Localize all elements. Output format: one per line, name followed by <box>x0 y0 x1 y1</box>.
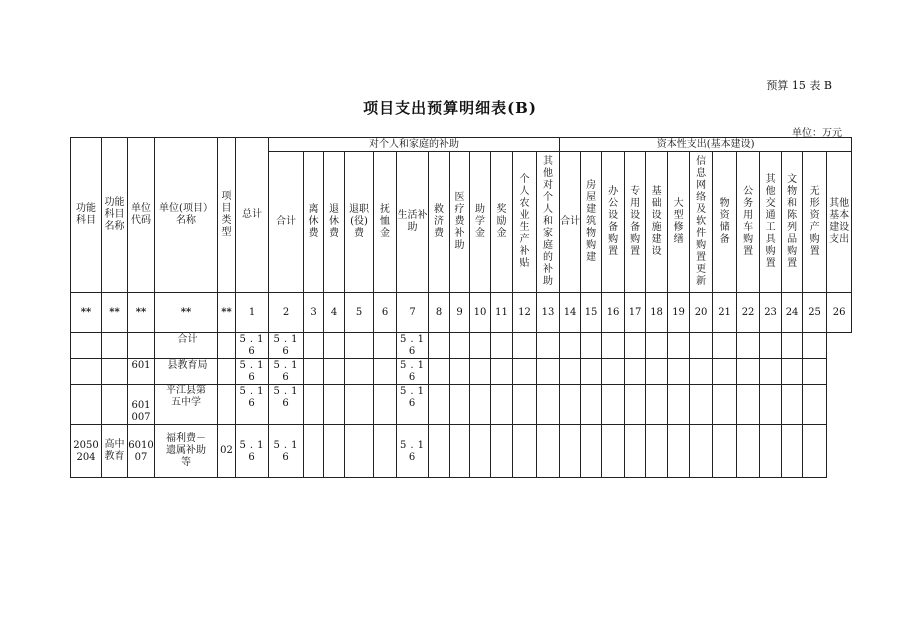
index-number: 5 <box>345 293 374 333</box>
col-personal-total: 合计 <box>269 152 304 293</box>
proj-type-cell <box>218 385 236 425</box>
group-personal: 对个人和家庭的补助 <box>269 138 560 152</box>
index-number: 3 <box>304 293 324 333</box>
living-subsidy-cell: 5.16 <box>397 359 429 385</box>
index-number: 15 <box>581 293 602 333</box>
personal-total-cell: 5.16 <box>269 359 304 385</box>
col-it-network: 信息网络及软件购置更新 <box>690 152 713 293</box>
col-resignation: 退职(役)费 <box>345 152 374 293</box>
living-subsidy-cell: 5.16 <box>397 333 429 359</box>
index-number: 14 <box>560 293 581 333</box>
col-retirement: 退休费 <box>324 152 345 293</box>
index-number: 16 <box>602 293 625 333</box>
col-infrastructure: 基础设施建设 <box>646 152 668 293</box>
col-unit-name: 单位(项目）名称 <box>155 138 218 293</box>
col-scholarship: 助学金 <box>470 152 491 293</box>
col-living-subsidy: 生活补助 <box>397 152 429 293</box>
func-code-cell <box>71 385 102 425</box>
index-star: ** <box>128 293 155 333</box>
func-name-cell: 高中教育 <box>102 425 128 478</box>
index-number: 6 <box>374 293 397 333</box>
index-number: 2 <box>269 293 304 333</box>
col-material-reserve: 物资储备 <box>713 152 737 293</box>
col-other-personal: 其他对个人和家庭的补助 <box>537 152 560 293</box>
group-capital: 资本性支出(基本建设) <box>560 138 852 152</box>
unit-name-cell: 平江县第五中学 <box>155 385 218 425</box>
col-intangible: 无形资产购置 <box>803 152 827 293</box>
col-unit-code: 单位代码 <box>128 138 155 293</box>
index-number: 23 <box>760 293 782 333</box>
index-star: ** <box>218 293 236 333</box>
total-cell: 5.16 <box>236 425 269 478</box>
col-major-repair: 大型修缮 <box>668 152 690 293</box>
index-number: 21 <box>713 293 737 333</box>
func-name-cell <box>102 333 128 359</box>
page-title: 项目支出预算明细表(B) <box>363 99 537 117</box>
form-number: 预算 15 表 B <box>766 79 832 92</box>
table-row <box>71 359 852 385</box>
index-number: 10 <box>470 293 491 333</box>
col-office-equipment: 办公设备购置 <box>602 152 625 293</box>
unit-label: 单位：万元 <box>792 128 842 139</box>
col-capital-total: 合计 <box>560 152 581 293</box>
col-total: 总计 <box>236 138 269 293</box>
col-func-name: 功能科目名称 <box>102 138 128 293</box>
col-relief: 救济费 <box>429 152 450 293</box>
index-number: 4 <box>324 293 345 333</box>
col-proj-type: 项目类型 <box>218 138 236 293</box>
index-number: 26 <box>827 293 852 333</box>
func-code-cell <box>71 359 102 385</box>
personal-total-cell: 5.16 <box>269 385 304 425</box>
index-number: 19 <box>668 293 690 333</box>
index-number: 24 <box>782 293 803 333</box>
personal-total-cell: 5.16 <box>269 425 304 478</box>
col-cultural-relics: 文物和陈列品购置 <box>782 152 803 293</box>
table-row <box>71 425 852 478</box>
index-number: 25 <box>803 293 827 333</box>
col-agri-subsidy: 个人农业生产补贴 <box>513 152 537 293</box>
total-cell: 5.16 <box>236 359 269 385</box>
index-star: ** <box>102 293 128 333</box>
col-other-vehicle: 其他交通工具购置 <box>760 152 782 293</box>
col-official-car: 公务用车购置 <box>737 152 760 293</box>
index-number: 12 <box>513 293 537 333</box>
total-cell: 5.16 <box>236 385 269 425</box>
total-cell: 5.16 <box>236 333 269 359</box>
unit-name-cell: 县教育局 <box>155 359 218 385</box>
living-subsidy-cell: 5.16 <box>397 385 429 425</box>
index-number: 18 <box>646 293 668 333</box>
table-row <box>71 333 852 359</box>
func-name-cell <box>102 359 128 385</box>
unit-name-cell: 福利费－遗属补助等 <box>155 425 218 478</box>
index-star: ** <box>155 293 218 333</box>
col-special-equipment: 专用设备购置 <box>625 152 646 293</box>
personal-total-cell: 5.16 <box>269 333 304 359</box>
proj-type-cell <box>218 359 236 385</box>
index-number: 13 <box>537 293 560 333</box>
col-other-construction: 其他基本建设支出 <box>827 152 852 293</box>
unit-code-cell: 601007 <box>128 385 155 425</box>
unit-code-cell: 601 <box>128 359 155 385</box>
index-number: 20 <box>690 293 713 333</box>
func-code-cell <box>71 333 102 359</box>
col-award: 奖励金 <box>491 152 513 293</box>
unit-code-cell: 601007 <box>128 425 155 478</box>
index-number: 17 <box>625 293 646 333</box>
index-number: 9 <box>450 293 470 333</box>
unit-name-cell: 合计 <box>155 333 218 359</box>
unit-code-cell <box>128 333 155 359</box>
budget-table <box>70 137 852 478</box>
index-number: 22 <box>737 293 760 333</box>
index-number: 11 <box>491 293 513 333</box>
index-number: 1 <box>236 293 269 333</box>
table-row <box>71 385 852 425</box>
col-func-code: 功能科目 <box>71 138 102 293</box>
col-building: 房屋建筑物购建 <box>581 152 602 293</box>
living-subsidy-cell: 5.16 <box>397 425 429 478</box>
proj-type-cell <box>218 333 236 359</box>
func-name-cell <box>102 385 128 425</box>
col-retirement-leave: 离休费 <box>304 152 324 293</box>
col-medical: 医疗费补助 <box>450 152 470 293</box>
index-star: ** <box>71 293 102 333</box>
col-pension: 抚恤金 <box>374 152 397 293</box>
index-row <box>71 293 852 333</box>
index-number: 8 <box>429 293 450 333</box>
func-code-cell: 2050204 <box>71 425 102 478</box>
proj-type-cell: 02 <box>218 425 236 478</box>
index-number: 7 <box>397 293 429 333</box>
